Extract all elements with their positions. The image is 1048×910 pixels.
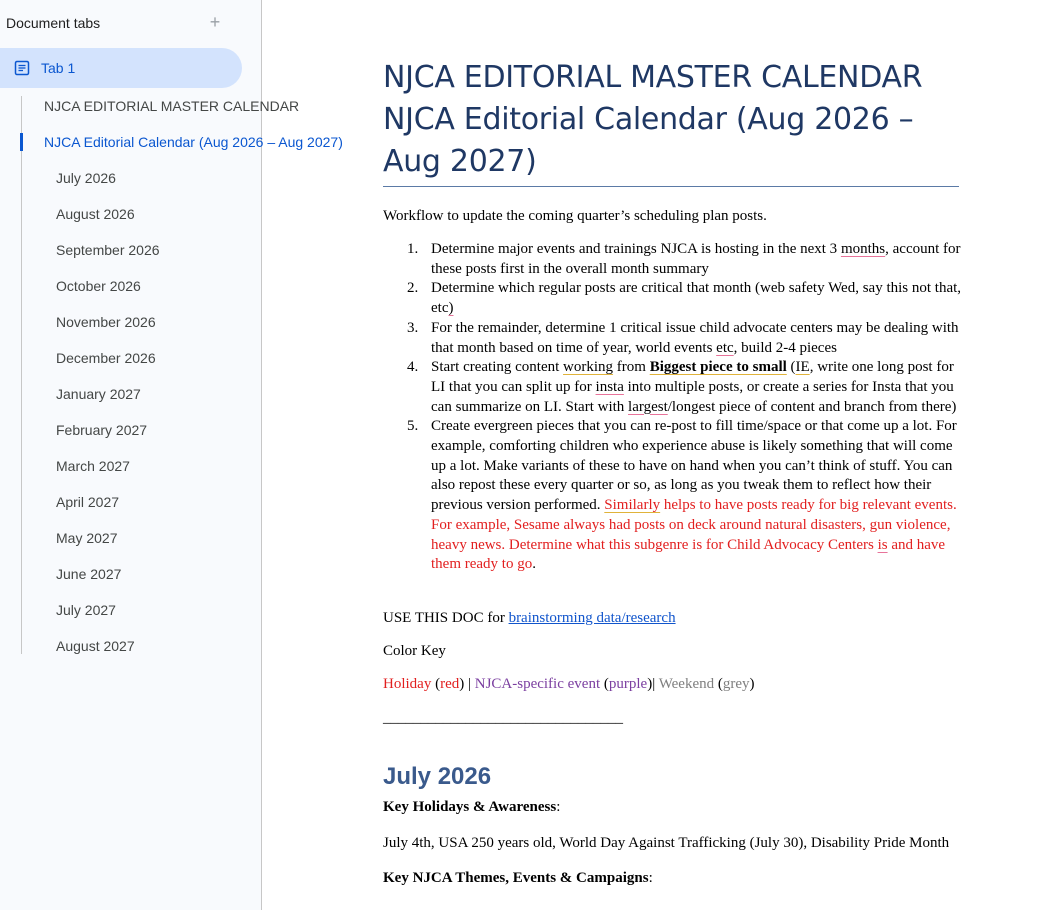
- plus-icon: +: [209, 12, 221, 32]
- tab-1[interactable]: [0, 48, 242, 88]
- workflow-step-5: 5. Create evergreen pieces that you can re-post to fill time/space or that come up a lot. For example, comforting children who experience abuse is likely something that will come up a lot. Make variants of these to have on hand when you can’t think of stuff. You can also repost these every quarter or so, as long as you tweak them to reflect how their previous version performed. Similarly helps to have posts ready for big relevant events. For example, Sesame always had posts on deck around natural disasters, gun violence, heavy news. Determine what this subgenre is for Child Advocacy Centers is and have them ready to go.: [407, 418, 957, 573]
- section-separator: ________________________________: [383, 710, 623, 726]
- workflow-intro: Workflow to update the coming quarter’s scheduling plan posts.: [383, 208, 767, 224]
- outline-item-august-2026[interactable]: August 2026: [56, 206, 135, 222]
- color-key-legend: Holiday (red) | NJCA-specific event (purple)| Weekend (grey): [383, 676, 755, 692]
- outline-active-marker: [20, 133, 23, 151]
- tab-1-label: Tab 1: [41, 60, 76, 76]
- title-line-2: NJCA Editorial Calendar (Aug 2026 – Aug 2027): [383, 102, 914, 179]
- document-tabs-sidebar: [0, 0, 343, 910]
- outline-item-february-2027[interactable]: February 2027: [56, 422, 148, 438]
- outline-item-november-2026[interactable]: November 2026: [56, 314, 156, 330]
- legend-grey: grey: [722, 676, 750, 692]
- legend-njca-event: NJCA-specific event: [474, 676, 601, 692]
- use-doc-line: USE THIS DOC for brainstorming data/research: [383, 610, 676, 626]
- title-line-1: NJCA EDITORIAL MASTER CALENDAR: [383, 60, 923, 95]
- document-icon: [14, 60, 30, 76]
- legend-purple: purple: [608, 676, 648, 692]
- outline-item-january-2027[interactable]: January 2027: [56, 386, 141, 402]
- workflow-step-2: 2. Determine which regular posts are critical that month (web safety Wed, say this not that, etc): [407, 280, 962, 317]
- title-divider: [383, 186, 959, 187]
- outline-item-april-2027[interactable]: April 2027: [56, 494, 120, 510]
- add-tab-button[interactable]: [206, 12, 224, 32]
- outline-item-september-2026[interactable]: September 2026: [56, 242, 160, 258]
- legend-weekend: Weekend: [658, 676, 715, 692]
- legend-red: red: [440, 676, 460, 692]
- sidebar-header: Document tabs: [6, 15, 101, 31]
- color-key-label: Color Key: [383, 643, 446, 659]
- outline-tree-line: [21, 96, 22, 654]
- outline-item-master-calendar[interactable]: NJCA EDITORIAL MASTER CALENDAR: [44, 98, 300, 114]
- outline-item-march-2027[interactable]: March 2027: [56, 458, 130, 474]
- brainstorming-link[interactable]: brainstorming data/research: [508, 610, 676, 626]
- outline-item-december-2026[interactable]: December 2026: [56, 350, 156, 366]
- outline-item-july-2026[interactable]: July 2026: [56, 170, 116, 186]
- outline-item-may-2027[interactable]: May 2027: [56, 530, 118, 546]
- workflow-step-1: 1. Determine major events and trainings NJCA is hosting in the next 3 months, account for these posts first in the overall month summary: [407, 241, 961, 277]
- legend-holiday: Holiday: [383, 676, 432, 692]
- outline-item-august-2027[interactable]: August 2027: [56, 638, 135, 654]
- outline-item-editorial-calendar[interactable]: NJCA Editorial Calendar (Aug 2026 – Aug 2027): [44, 134, 343, 150]
- month-heading-july-2026: July 2026: [383, 763, 492, 790]
- key-themes-heading: Key NJCA Themes, Events & Campaigns:: [383, 870, 653, 886]
- key-holidays-heading: Key Holidays & Awareness:: [383, 799, 561, 815]
- outline-item-july-2027[interactable]: July 2027: [56, 602, 116, 618]
- workflow-step-4: 4. Start creating content working from Biggest piece to small (IE, write one long post for LI that you can split up for insta into multiple posts, or create a series for Insta that you can summarize on LI. Start with largest/longest piece of content and branch from there): [407, 359, 957, 415]
- document-title: [383, 57, 959, 183]
- workflow-list: [383, 240, 963, 575]
- holidays-text: July 4th, USA 250 years old, World Day Against Trafficking (July 30), Disability Pride Month: [383, 835, 950, 851]
- workflow-step-3: 3. For the remainder, determine 1 critical issue child advocate centers may be dealing with that month based on time of year, world events etc, build 2-4 pieces: [407, 319, 959, 356]
- outline-item-june-2027[interactable]: June 2027: [56, 566, 122, 582]
- outline-item-october-2026[interactable]: October 2026: [56, 278, 141, 294]
